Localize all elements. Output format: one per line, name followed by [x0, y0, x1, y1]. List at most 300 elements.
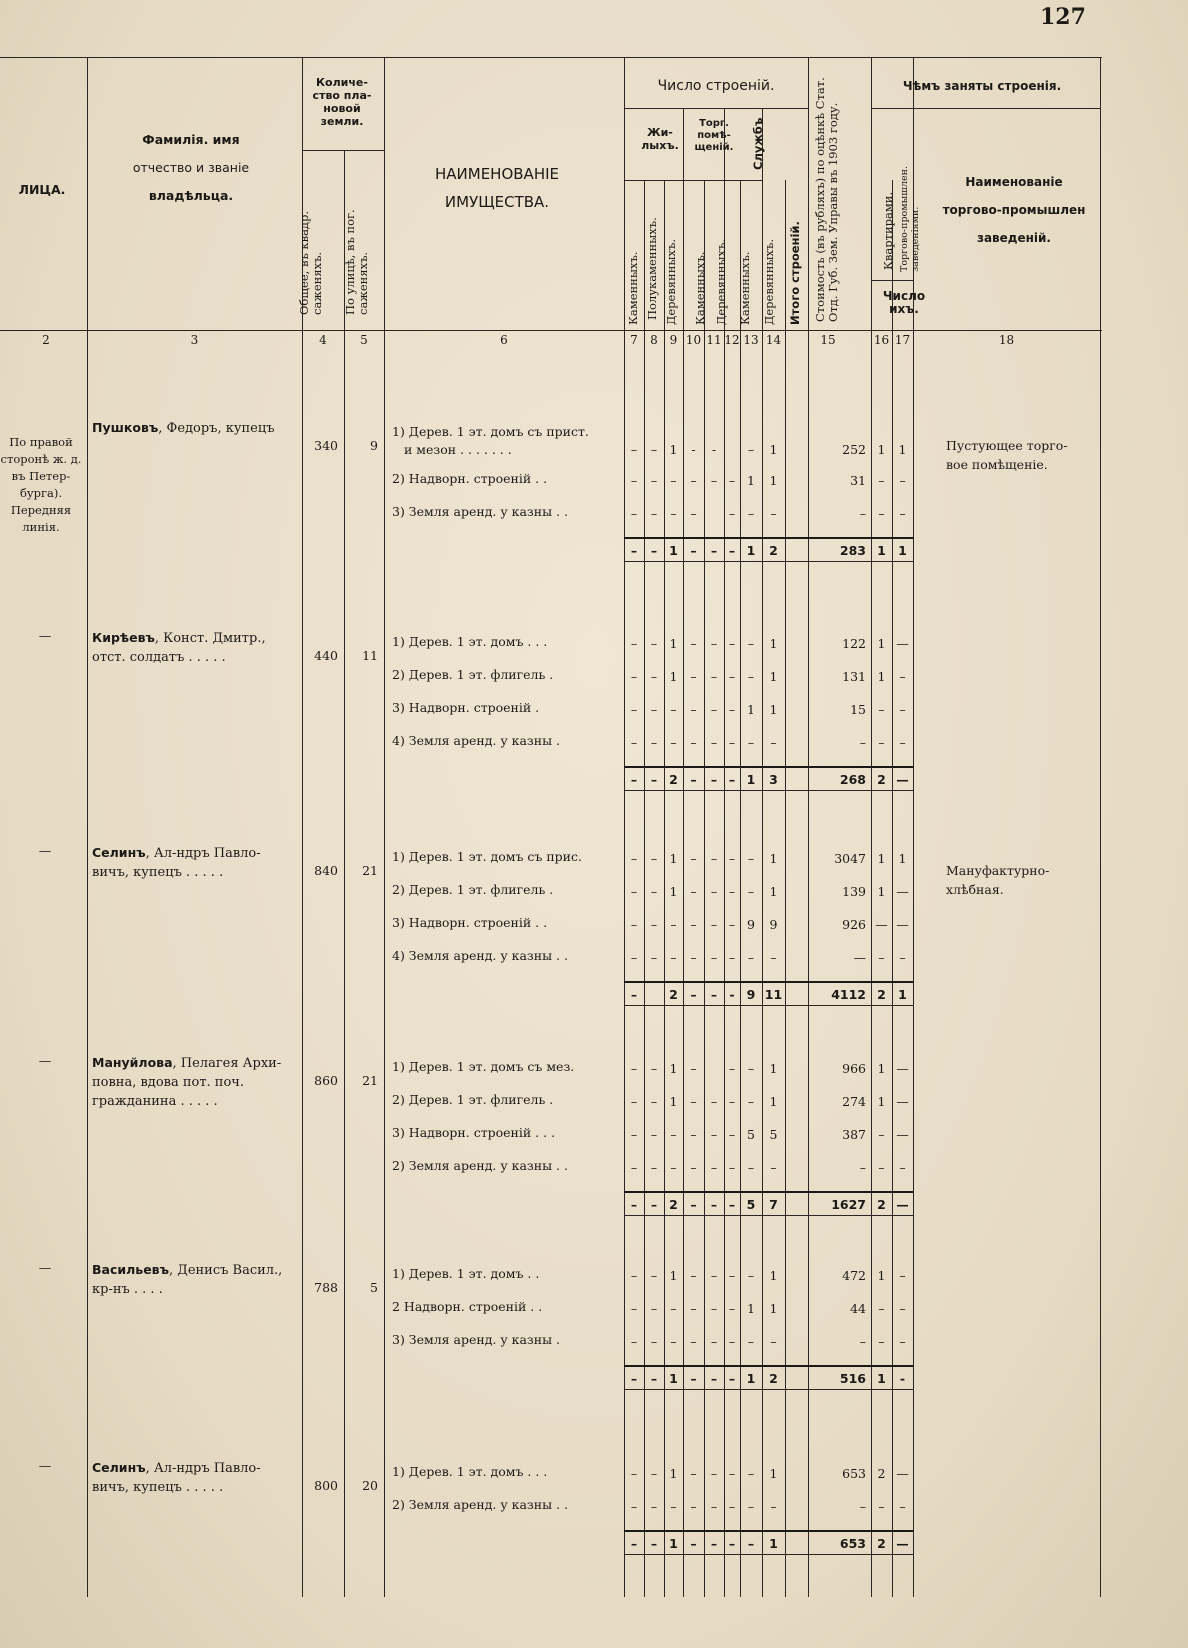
land-street: 11	[362, 648, 378, 663]
total-bottom-rule	[624, 561, 913, 562]
cell-c14: 1	[769, 1094, 778, 1109]
cell-c11: –	[710, 1466, 718, 1481]
column-number: 13	[743, 333, 759, 347]
header-col15: Стоимость (въ рубляхъ) по оцѣнкѣ Стат. Отд. Губ. Зем. Управы въ 1903 году.	[813, 77, 840, 322]
column-number: 5	[360, 333, 368, 347]
cell-c17: –	[899, 1499, 906, 1514]
cell-c11: –	[710, 636, 718, 651]
cell-c9: 1	[669, 442, 678, 457]
land-total: 440	[314, 648, 338, 663]
cell-c15: 472	[842, 1268, 866, 1283]
cell-c7: –	[630, 1301, 638, 1316]
total-c16: 2	[877, 987, 886, 1002]
cell-c12: –	[728, 1466, 736, 1481]
cell-c14: 1	[769, 851, 778, 866]
property-item: 1) Дерев. 1 эт. домъ . .	[392, 1266, 540, 1281]
cell-c15: 139	[842, 884, 866, 899]
cell-c16: –	[878, 473, 885, 488]
location-dash: —	[38, 1053, 52, 1068]
total-bottom-rule	[624, 1554, 913, 1555]
header-buildings-title: Число строеній.	[657, 78, 775, 94]
cell-c13: –	[747, 851, 755, 866]
cell-c11: –	[710, 917, 718, 932]
cell-c11: –	[710, 1094, 718, 1109]
land-street: 9	[370, 438, 378, 453]
cell-c10: –	[690, 1094, 697, 1109]
header-rule-subgroups	[624, 180, 762, 181]
total-c12: –	[728, 1536, 736, 1551]
cell-c10: –	[690, 1268, 697, 1283]
cell-c11: –	[710, 1301, 718, 1316]
cell-c9: 1	[669, 1061, 678, 1076]
cell-c10: –	[690, 884, 697, 899]
location-dash: —	[38, 1458, 52, 1473]
header-occupied-title: Чѣмъ заняты строенія.	[902, 79, 1062, 93]
total-c11: –	[710, 1197, 718, 1212]
cell-c13: –	[747, 1499, 755, 1514]
cell-c9: –	[670, 506, 677, 521]
cell-c16: –	[878, 1334, 885, 1349]
header-col7: Каменныхъ.	[626, 251, 640, 325]
cell-c16: –	[878, 950, 885, 965]
total-c17: —	[896, 1536, 909, 1551]
cell-c12: –	[728, 636, 736, 651]
property-item: 3) Земля аренд. у казны . .	[392, 504, 568, 519]
cell-c9: –	[670, 702, 677, 717]
cell-c7: –	[630, 473, 638, 488]
total-c7: –	[630, 1197, 638, 1212]
column-number: 6	[500, 333, 508, 347]
total-c14: 2	[769, 1371, 778, 1386]
cell-c13: –	[747, 1061, 755, 1076]
cell-c7: –	[630, 1334, 638, 1349]
cell-c12: –	[728, 884, 736, 899]
cell-c13: –	[747, 884, 755, 899]
cell-c16: 1	[877, 851, 886, 866]
column-number: 12	[724, 333, 740, 347]
cell-c13: –	[747, 1268, 755, 1283]
cell-c11: –	[710, 884, 718, 899]
owner-surname: Селинъ	[92, 1460, 146, 1475]
cell-c10: -	[691, 442, 696, 457]
total-c15: 653	[839, 1536, 866, 1551]
land-street: 21	[362, 1073, 378, 1088]
property-item: 1) Дерев. 1 эт. домъ съ мез.	[392, 1059, 575, 1074]
land-street: 20	[362, 1478, 378, 1493]
cell-c9: 1	[669, 636, 678, 651]
cell-c13: 9	[747, 917, 755, 932]
cell-c15: –	[859, 506, 866, 521]
cell-c17: –	[899, 950, 906, 965]
cell-c14: 1	[769, 1301, 778, 1316]
cell-c11: –	[710, 702, 718, 717]
total-c7: –	[630, 1536, 638, 1551]
cell-c16: –	[878, 506, 885, 521]
cell-c11: –	[710, 1268, 718, 1283]
property-item: 3) Надворн. строеній . . .	[392, 1125, 556, 1140]
owner-name	[92, 1458, 298, 1497]
cell-c14: 1	[769, 1466, 778, 1481]
cell-c17: 1	[898, 442, 907, 457]
total-c7: –	[630, 772, 638, 787]
total-c7: –	[630, 1371, 638, 1386]
establishment-name: вое помѣщеніе.	[946, 457, 1048, 472]
property-item: 4) Земля аренд. у казны .	[392, 733, 560, 748]
cell-c7: –	[630, 636, 638, 651]
header-living-title: Жи- лыхъ.	[641, 126, 679, 152]
cell-c17: 1	[898, 851, 907, 866]
total-c10: –	[690, 543, 697, 558]
column-number: 10	[685, 333, 702, 347]
owner-surname: Мануйлова	[92, 1055, 173, 1070]
land-street: 5	[370, 1280, 378, 1295]
header-col9: Деревянныхъ.	[664, 239, 678, 325]
cell-c14: 1	[769, 884, 778, 899]
total-c9: 2	[669, 1197, 678, 1212]
total-c16: 1	[877, 543, 886, 558]
header-est-name-title: Наименованіе торгово-промышлен заведеній.	[942, 175, 1086, 245]
cell-c14: 1	[769, 473, 778, 488]
total-c12: –	[728, 543, 736, 558]
column-number: 16	[873, 333, 890, 347]
total-c9: 2	[669, 987, 678, 1002]
total-c14: 3	[769, 772, 778, 787]
total-c9: 1	[669, 1371, 678, 1386]
cell-c14: –	[770, 950, 777, 965]
cell-c15: 31	[850, 473, 866, 488]
cell-c12: –	[728, 851, 736, 866]
total-c9: 2	[669, 772, 678, 787]
cell-c10: –	[690, 735, 697, 750]
total-rule	[624, 981, 913, 983]
header-col14: Итого строеній.	[788, 221, 802, 325]
total-bottom-rule	[624, 1215, 913, 1216]
cell-c17: –	[899, 735, 906, 750]
cell-c8: –	[650, 1160, 658, 1175]
cell-c14: 1	[769, 1268, 778, 1283]
header-land-title: Количе- ство пла- новой земли.	[312, 76, 372, 128]
header-rule-land	[302, 150, 384, 151]
property-item: 2) Земля аренд. у казны . .	[392, 1497, 568, 1512]
owner-surname: Кирѣевъ	[92, 630, 155, 645]
owner-given-name: , Федоръ, купецъ	[158, 421, 275, 436]
owner-line: вичъ, купецъ . . . . .	[92, 865, 224, 880]
cell-c10: –	[690, 702, 697, 717]
page-number: 127	[1040, 4, 1086, 30]
total-c11: –	[710, 1536, 718, 1551]
total-c11: –	[710, 1371, 718, 1386]
establishment-name: Мануфактурно-	[946, 863, 1050, 878]
cell-c8: –	[650, 1061, 658, 1076]
header-rule-occupied	[871, 108, 1100, 109]
cell-c9: –	[670, 1499, 677, 1514]
cell-c13: –	[747, 1334, 755, 1349]
owner-given-name: , Денисъ Васил.,	[168, 1263, 283, 1278]
cell-c7: –	[630, 1160, 638, 1175]
cell-c17: –	[899, 473, 906, 488]
total-c10: –	[690, 772, 697, 787]
cell-c12: –	[728, 506, 736, 521]
cell-c17: —	[896, 1094, 909, 1109]
cell-c10: –	[690, 1301, 697, 1316]
column-number: 18	[998, 333, 1015, 347]
cell-c14: 5	[769, 1127, 778, 1142]
cell-c11: –	[710, 669, 718, 684]
cell-c7: –	[630, 1094, 638, 1109]
total-c15: 283	[839, 543, 866, 558]
right-frame-rule	[1100, 57, 1101, 1597]
cell-c9: 1	[669, 1268, 678, 1283]
cell-c17: —	[896, 1127, 909, 1142]
cell-c12: –	[728, 1268, 736, 1283]
header-owner-title: Фамилія. имя отчество и званіе владѣльца.	[132, 132, 250, 203]
cell-c15: 387	[842, 1127, 866, 1142]
cell-c14: –	[770, 1160, 777, 1175]
cell-c17: –	[899, 506, 906, 521]
cell-c9: 1	[669, 1466, 678, 1481]
cell-c8: –	[650, 636, 658, 651]
cell-c15: –	[859, 1499, 866, 1514]
owner-given-name: , Ал-ндръ Павло-	[145, 846, 261, 861]
cell-c9: –	[670, 917, 677, 932]
property-item: 2) Надворн. строеній . .	[392, 471, 548, 486]
header-rule-number	[871, 280, 913, 281]
total-c15: 4112	[831, 987, 866, 1002]
owner-given-name: , Ал-ндръ Павло-	[145, 1461, 261, 1476]
cell-c8: –	[650, 473, 658, 488]
total-c8: –	[650, 1371, 658, 1386]
cell-c7: –	[630, 506, 638, 521]
property-item: 3) Надворн. строеній .	[392, 700, 540, 715]
owner-line: отст. солдатъ . . . . .	[92, 650, 226, 665]
header-rule-buildings	[624, 108, 808, 109]
cell-c10: –	[690, 1160, 697, 1175]
cell-c13: –	[747, 1094, 755, 1109]
total-c14: 11	[764, 987, 783, 1002]
cell-c14: 1	[769, 669, 778, 684]
cell-c17: –	[899, 669, 906, 684]
cell-c12: –	[728, 1160, 736, 1175]
col-rule-b17	[913, 57, 914, 1597]
total-c10: –	[690, 1371, 697, 1386]
property-item: 4) Земля аренд. у казны . .	[392, 948, 568, 963]
owner-line: гражданина . . . . .	[92, 1094, 218, 1109]
column-number: 17	[894, 333, 911, 347]
cell-c17: –	[899, 1268, 906, 1283]
cell-c8: –	[650, 1466, 658, 1481]
cell-c9: –	[670, 473, 677, 488]
cell-c11: –	[710, 1160, 718, 1175]
owner-given-name: , Пелагея Архи-	[172, 1056, 282, 1071]
header-col13: Деревянныхъ.	[762, 239, 776, 325]
cell-c15: –	[859, 1160, 866, 1175]
cell-c17: —	[896, 917, 909, 932]
total-c14: 1	[769, 1536, 778, 1551]
cell-c11: -	[711, 442, 717, 457]
owner-name	[92, 1260, 298, 1299]
cell-c11: –	[710, 950, 718, 965]
establishment-name: хлѣбная.	[946, 882, 1004, 897]
cell-c8: –	[650, 506, 658, 521]
cell-c8: –	[650, 851, 658, 866]
total-c13: 1	[746, 772, 756, 787]
col-rule-b4	[384, 57, 385, 1597]
total-c17: -	[899, 1371, 906, 1386]
cell-c16: –	[878, 1301, 885, 1316]
property-item: 2) Земля аренд. у казны . .	[392, 1158, 568, 1173]
total-c8: –	[650, 772, 658, 787]
header-col10: Каменныхъ.	[693, 251, 707, 325]
cell-c12: –	[728, 473, 736, 488]
cell-c10: –	[690, 473, 697, 488]
cell-c12: –	[728, 702, 736, 717]
cell-c13: 5	[747, 1127, 755, 1142]
total-c8: –	[650, 1197, 658, 1212]
cell-c16: 1	[877, 636, 886, 651]
property-item: 2) Дерев. 1 эт. флигель .	[392, 667, 554, 682]
cell-c13: –	[747, 950, 755, 965]
cell-c10: –	[690, 1499, 697, 1514]
total-c9: 1	[669, 543, 678, 558]
cell-c17: —	[896, 1466, 909, 1481]
total-c13: 5	[746, 1197, 756, 1212]
cell-c16: –	[878, 1127, 885, 1142]
cell-c13: 1	[747, 702, 755, 717]
cell-c13: –	[747, 1466, 755, 1481]
total-c11: –	[710, 772, 718, 787]
land-total: 860	[314, 1073, 338, 1088]
column-number: 8	[650, 333, 658, 347]
owner-name	[92, 843, 298, 882]
cell-c15: 122	[842, 636, 866, 651]
total-rule	[624, 1365, 913, 1367]
cell-c13: 1	[747, 473, 755, 488]
total-bottom-rule	[624, 790, 913, 791]
cell-c7: –	[630, 735, 638, 750]
cell-c9: 1	[669, 851, 678, 866]
land-total: 800	[314, 1478, 338, 1493]
cell-c7: –	[630, 851, 638, 866]
column-number: 11	[706, 333, 722, 347]
cell-c16: 2	[877, 1466, 886, 1481]
cell-c7: –	[630, 669, 638, 684]
cell-c7: –	[630, 442, 638, 457]
cell-c16: –	[878, 1160, 885, 1175]
cell-c16: 1	[877, 669, 886, 684]
cell-c7: –	[630, 950, 638, 965]
cell-c7: –	[630, 917, 638, 932]
header-col12: Каменныхъ.	[738, 251, 752, 325]
header-property-title: НАИМЕНОВАНІЕ ИМУЩЕСТВА.	[435, 165, 559, 211]
header-land-total: Общее, въ квадр. саженяхъ.	[297, 210, 324, 315]
cell-c15: –	[859, 1334, 866, 1349]
cell-c11: –	[710, 473, 718, 488]
total-bottom-rule	[624, 1389, 913, 1390]
cell-c16: –	[878, 702, 885, 717]
cell-c8: –	[650, 1127, 658, 1142]
cell-c11: –	[710, 1499, 718, 1514]
cell-c7: –	[630, 1127, 638, 1142]
cell-c10: –	[690, 917, 697, 932]
cell-c8: –	[650, 884, 658, 899]
column-number: 14	[765, 333, 782, 347]
total-c16: 2	[877, 1197, 886, 1212]
total-c15: 1627	[831, 1197, 866, 1212]
cell-c16: —	[875, 917, 888, 932]
cell-c15: 131	[842, 669, 866, 684]
header-col8: Полукаменныхъ.	[645, 217, 659, 320]
cell-c13: –	[747, 636, 755, 651]
total-c10: –	[690, 1536, 697, 1551]
cell-c12: –	[728, 1094, 736, 1109]
cell-c8: –	[650, 1268, 658, 1283]
cell-c8: –	[650, 917, 658, 932]
total-c17: 1	[898, 987, 907, 1002]
cell-c9: –	[670, 1301, 677, 1316]
cell-c17: –	[899, 1160, 906, 1175]
owner-surname: Пушковъ	[92, 420, 159, 435]
header-trade-title: Торг. помѣ- щеній.	[694, 118, 734, 153]
cell-c16: 1	[877, 1268, 886, 1283]
land-total: 340	[314, 438, 338, 453]
cell-c13: –	[747, 735, 755, 750]
property-item: 1) Дерев. 1 эт. домъ съ прис.	[392, 849, 582, 864]
cell-c13: –	[747, 442, 755, 457]
total-c16: 1	[877, 1371, 886, 1386]
cell-c15: 653	[842, 1466, 866, 1481]
property-item: 2 Надворн. строеній . .	[392, 1299, 543, 1314]
column-number: 2	[42, 333, 50, 347]
property-item: 2) Дерев. 1 эт. флигель .	[392, 882, 554, 897]
cell-c15: 3047	[834, 851, 866, 866]
column-number: 15	[820, 333, 836, 347]
total-c16: 2	[877, 1536, 886, 1551]
cell-c14: 1	[769, 636, 778, 651]
location-note: По правой сторонѣ ж. д. въ Петер- бурга). Передняя линія.	[0, 435, 82, 534]
header-col2-title: ЛИЦА.	[18, 182, 66, 197]
total-c10: –	[690, 1197, 697, 1212]
cell-c7: –	[630, 884, 638, 899]
total-c13: 1	[746, 1371, 756, 1386]
header-bottom-rule	[0, 330, 1102, 331]
total-c7: –	[630, 543, 638, 558]
cell-c12: –	[728, 917, 736, 932]
total-c15: 268	[839, 772, 866, 787]
cell-c15: –	[859, 735, 866, 750]
total-c12: –	[728, 1197, 736, 1212]
cell-c8: –	[650, 1301, 658, 1316]
property-item: 3) Надворн. строеній . .	[392, 915, 548, 930]
cell-c11: –	[710, 735, 718, 750]
cell-c10: –	[690, 669, 697, 684]
total-c12: -	[729, 987, 735, 1002]
cell-c8: –	[650, 702, 658, 717]
cell-c16: 1	[877, 442, 886, 457]
location-dash: —	[38, 628, 52, 643]
land-total: 840	[314, 863, 338, 878]
column-number: 3	[190, 333, 199, 347]
cell-c8: –	[650, 669, 658, 684]
owner-surname: Васильевъ	[92, 1262, 169, 1277]
cell-c12: –	[728, 950, 736, 965]
cell-c15: 966	[842, 1061, 866, 1076]
header-col11: Деревянныхъ.	[714, 239, 728, 325]
cell-c7: –	[630, 1466, 638, 1481]
total-c13: 1	[746, 543, 756, 558]
cell-c7: –	[630, 1268, 638, 1283]
total-rule	[624, 537, 913, 539]
cell-c8: –	[650, 442, 658, 457]
